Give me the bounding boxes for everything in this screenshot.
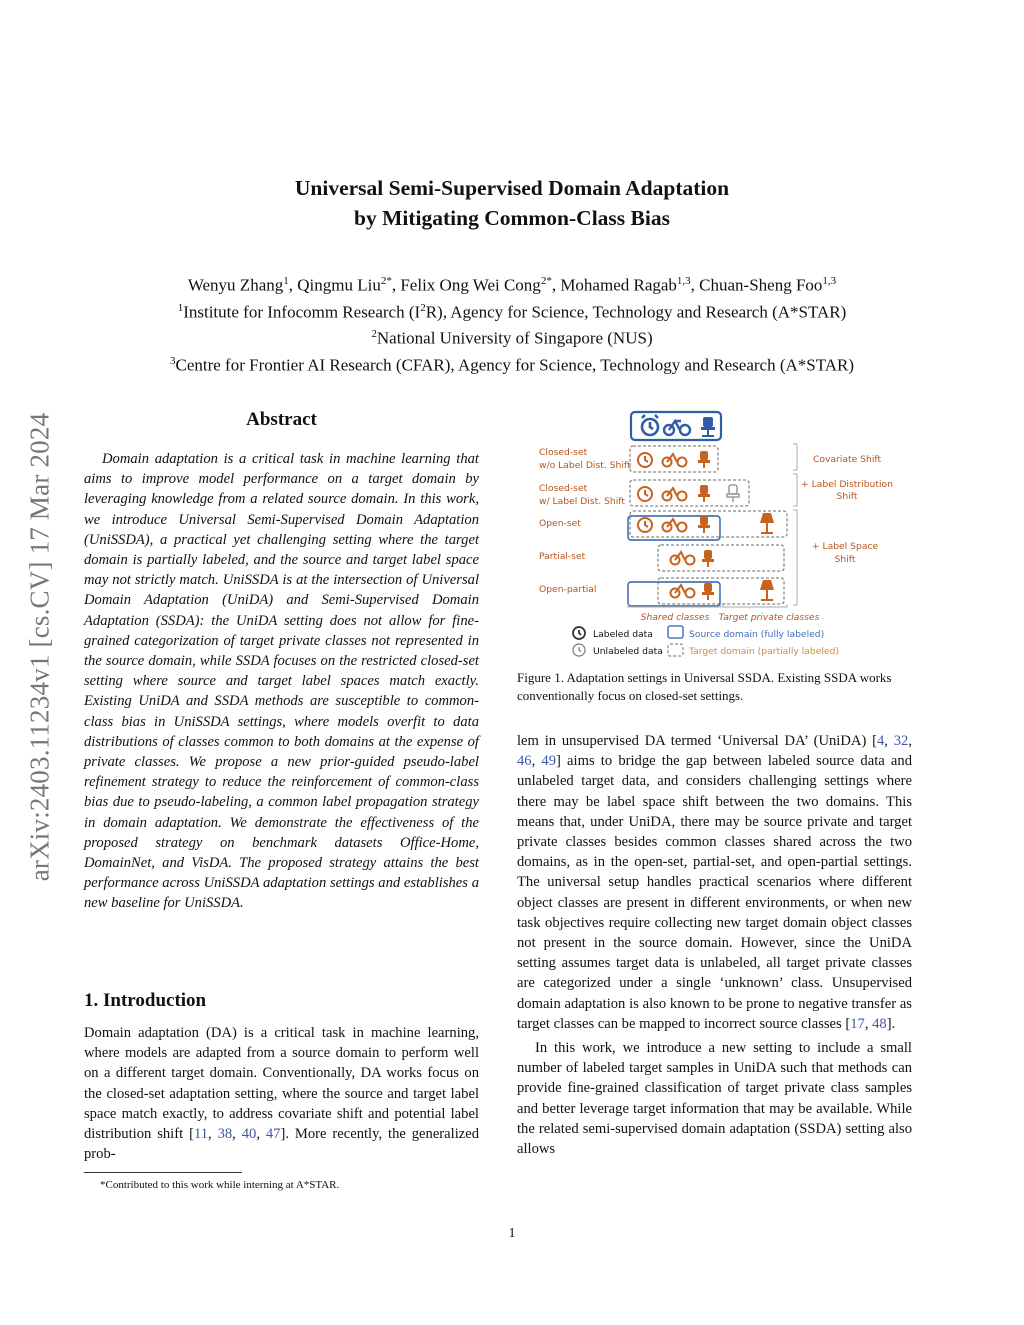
citation-link[interactable]: 48 — [872, 1015, 887, 1032]
brace — [793, 444, 797, 470]
lamp-icon — [760, 513, 774, 534]
abstract-section — [84, 409, 479, 914]
row-label: Open-set — [539, 518, 581, 529]
citation-link[interactable]: 46 — [517, 753, 532, 770]
office-chair-icon — [702, 583, 714, 600]
author-list: Wenyu Zhang$^1$, Qingmu Liu$^{2*}$, Felix Ong Wei Cong$^{2*}$, Mohamed Ragab$^{1,3}$, Chuan-Sheng Foo$^{1,3}$ — [187, 275, 837, 295]
intro-paragraph-3: In this work, we introduce a new setting to include a small number of labeled target samples in UniDA such that methods can provide fine-grained classification of target private class samples and better leverage target information that may be available. While the related semi-supervised domain adaptation (SSDA) setting also allows — [517, 1040, 912, 1158]
author-block — [0, 270, 1024, 377]
affiliation-2: $^2$National University of Singapore (NUS) — [371, 328, 653, 348]
introduction-heading: 1. Introduction — [84, 990, 207, 1011]
legend-target-swatch — [668, 644, 683, 656]
legend-labeled: Labeled data — [593, 629, 653, 640]
abstract-text: Domain adaptation is a critical task in machine learning that aims to improve model performance on a target domain by leveraging knowledge from a related source domain. In this work, we introduce Universal Semi-Supervised Domain Adaptation (UniSSDA), a practical yet challenging setting where the target domain is partially labeled, and the source and target label space may not strictly match. UniSSDA is at the intersection of Universal Domain Adaptation (UniDA) and Semi-Supervised Domain Adaptation (SSDA): the UniDA setting does not allow for fine-grained categorization of target private classes not represented in the source domain, while SSDA focuses on the restricted closed-set setting where source and target label spaces match exactly. Existing UniDA and SSDA methods are susceptible to common-class bias in UniSSDA settings, where models overfit to data distributions of classes common to both domains at the expense of private classes. We propose a new prior-guided pseudo-label refinement strategy to reduce the reinforcement of common-class bias due to pseudo-labeling, a common label propagation strategy in domain adaptation. We demonstrate the effectiveness of the proposed strategy on benchmark datasets Office-Home, DomainNet, and VisDA. The proposed strategy attains the best performance across UniSSDA adaptation settings and establishes a new baseline for UniSSDA. — [84, 451, 479, 912]
chair-outline-icon — [727, 485, 739, 502]
page-number: 1 — [508, 1226, 516, 1241]
citation-link[interactable]: 38 — [217, 1126, 233, 1143]
bicycle-icon — [671, 585, 695, 598]
figure-1 — [517, 408, 917, 663]
office-chair-icon — [698, 485, 710, 502]
abstract-heading: Abstract — [246, 409, 317, 430]
alarm-clock-icon — [638, 487, 652, 501]
row-label: Closed-set — [539, 447, 588, 458]
introduction-section — [84, 990, 479, 1164]
right-column-body — [517, 731, 912, 1159]
intro-paragraph-2: lem in unsupervised DA termed ‘Universal DA’ (UniDA) [4, 32, 46, 49] aims to bridge the gap between labeled source data and unlabeled target data, and considers challenging settings where there may be label space shift between the two domains. This means that, under UniDA, there may be source private and target private classes besides common classes shared across the two domains, as in the open-set, partial-set, and open-partial settings. The universal setup handles practical scenarios where different object classes are present in different environments, or when new task objectives require collecting new target domain object classes not present in the source domain. However, since the UniDA setting assumes target data is unlabeled, all target private classes are categorized under a single ‘unknown’ class. Unsupervised domain adaptation is also known to be prone to negative transfer as target classes can be mapped to incorrect source classes [17, 48]. — [517, 733, 912, 1032]
title-line-2: by Mitigating Common-Class Bias — [354, 206, 670, 230]
paper-title — [0, 173, 1024, 233]
title-line-1: Universal Semi-Supervised Domain Adaptation — [294, 176, 730, 200]
legend-unlabeled: Unlabeled data — [593, 646, 663, 657]
target-private-label: Target private classes — [718, 612, 820, 623]
citation-link[interactable]: 47 — [265, 1126, 281, 1143]
arxiv-identifier — [22, 348, 58, 946]
row-label: Closed-set — [539, 483, 588, 494]
citation-link[interactable]: 40 — [241, 1126, 257, 1143]
row-label: Partial-set — [539, 551, 586, 562]
figure-1-diagram — [517, 408, 917, 663]
citation-link[interactable]: 4 — [876, 733, 885, 749]
footnote-rule — [84, 1172, 242, 1173]
arxiv-identifier-text: arXiv:2403.11234v1 [cs.CV] 17 Mar 2024 — [24, 412, 55, 882]
citation-link[interactable]: 17 — [850, 1015, 865, 1032]
unlabeled-clock-icon — [573, 644, 585, 656]
shared-classes-label: Shared classes — [640, 612, 710, 623]
bicycle-icon — [671, 552, 695, 565]
row-label: w/o Label Dist. Shift — [539, 460, 631, 471]
bicycle-icon — [663, 519, 687, 532]
labeled-clock-icon — [573, 627, 585, 639]
brace — [793, 474, 797, 506]
shift-label: Covariate Shift — [812, 454, 882, 465]
citation-link[interactable]: 11 — [193, 1126, 208, 1143]
legend-source: Source domain (fully labeled) — [689, 629, 825, 640]
shift-label: + Label Distribution — [801, 479, 893, 490]
target-row-box — [630, 480, 749, 506]
shift-label: Shift — [834, 554, 856, 565]
office-chair-icon — [702, 550, 714, 567]
footnote: *Contributed to this work while interning at A*STAR. — [100, 1179, 340, 1191]
intro-paragraph-1: Domain adaptation (DA) is a critical task in machine learning, where models are adapted from a source domain to perform well on a different target domain. Conventionally, DA works focus on the closed-set adaptation setting, where the source and target label space match exactly, to address covariate shift and potential label distribution shift [11, 38, 40, 47]. More recently, the generalized prob- — [84, 1025, 480, 1163]
bicycle-icon — [663, 488, 687, 501]
office-chair-icon — [698, 516, 710, 533]
row-label: w/ Label Dist. Shift — [539, 496, 625, 507]
shift-label: Shift — [836, 491, 858, 502]
brace — [793, 510, 797, 605]
citation-link[interactable]: 49 — [541, 753, 557, 770]
affiliation-3: $^3$Centre for Frontier AI Research (CFAR), Agency for Science, Technology and Research (A*STAR) — [169, 354, 855, 375]
shift-label: + Label Space — [811, 541, 879, 552]
alarm-clock-icon — [638, 518, 652, 532]
bicycle-icon — [663, 454, 687, 467]
legend-source-swatch — [668, 626, 683, 638]
citation-link[interactable]: 32 — [893, 733, 909, 749]
affiliation-1: $^1$Institute for Infocomm Research $(I^2R)$, Agency for Science, Technology and Research (A*STAR) — [177, 301, 847, 322]
figure-caption: Figure 1. Adaptation settings in Universal SSDA. Existing SSDA works conventionally focus on closed-set settings. — [517, 670, 892, 703]
office-chair-icon — [698, 451, 710, 468]
row-label: Open-partial — [539, 584, 597, 595]
legend-target: Target domain (partially labeled) — [689, 646, 840, 657]
lamp-icon — [760, 580, 774, 601]
alarm-clock-icon — [638, 453, 652, 467]
